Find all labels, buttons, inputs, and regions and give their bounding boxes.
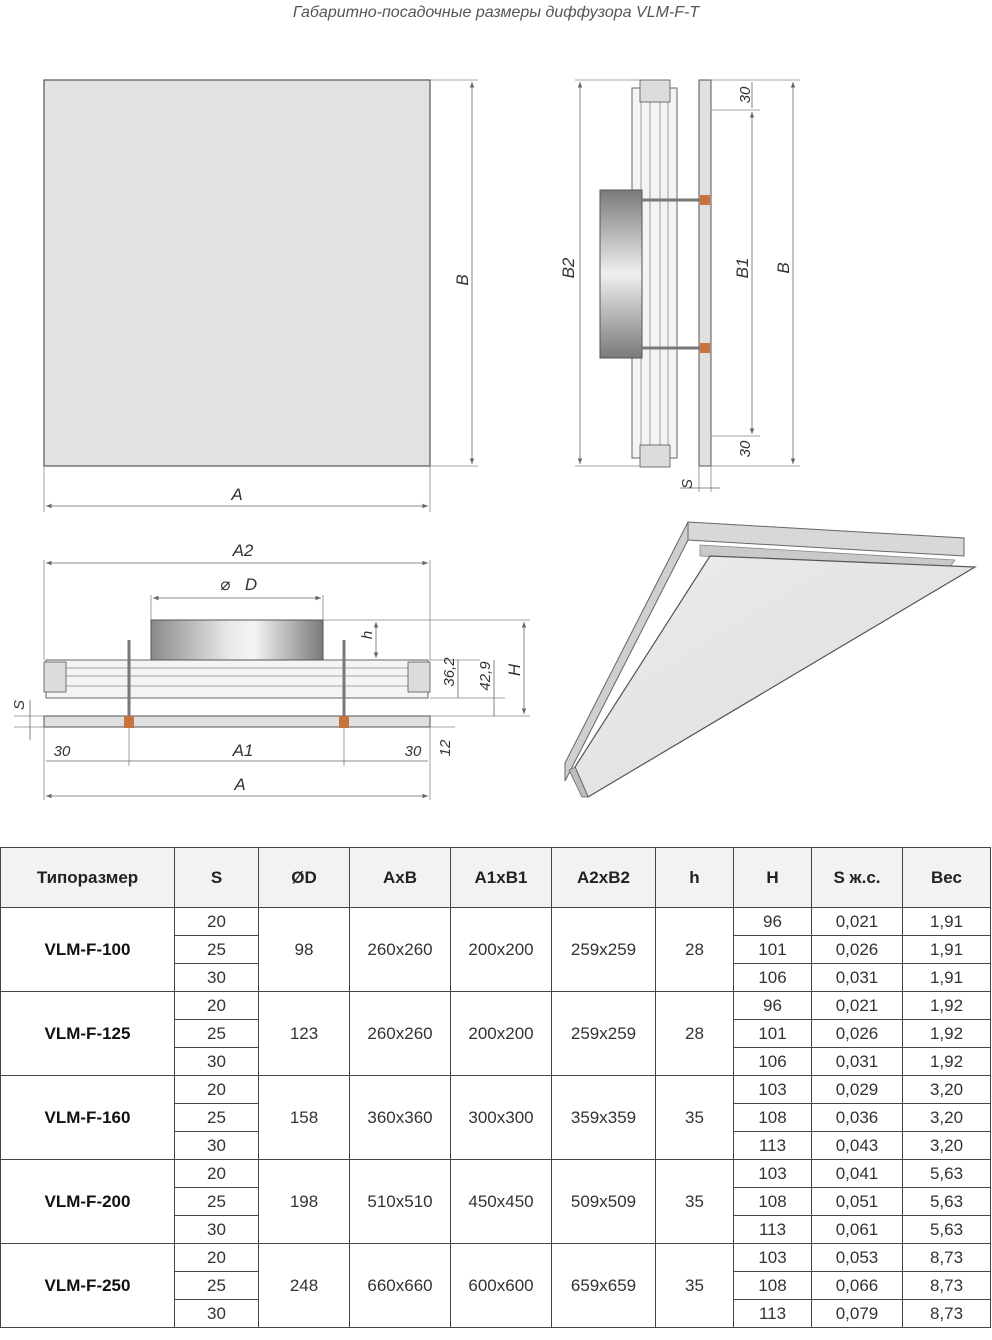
cell-diameter: 123 (259, 992, 350, 1076)
dim-label-30-left: 30 (53, 743, 71, 760)
cell-free-area: 0,021 (812, 908, 903, 936)
cell-weight: 8,73 (903, 1272, 991, 1300)
dim-label-a-section: A (234, 775, 246, 794)
cell-s: 30 (175, 1216, 259, 1244)
header-free-area: S ж.с. (812, 848, 903, 908)
cell-weight: 1,92 (903, 1048, 991, 1076)
cell-s: 20 (175, 1244, 259, 1272)
spec-table (0, 847, 991, 1328)
table-row (1, 1160, 991, 1188)
cell-h-small: 35 (656, 1244, 734, 1328)
cell-h-big: 108 (734, 1272, 812, 1300)
header-h-small: h (656, 848, 734, 908)
cell-s: 20 (175, 908, 259, 936)
side-view (559, 80, 800, 492)
table-row (1, 1244, 991, 1272)
dim-label-36-2: 36,2 (441, 657, 458, 687)
cell-s: 20 (175, 1076, 259, 1104)
cell-h-big: 113 (734, 1132, 812, 1160)
dim-label-a1: A1 (232, 741, 254, 760)
cell-a1xb1: 200x200 (451, 992, 552, 1076)
header-h-big: H (734, 848, 812, 908)
cell-s: 25 (175, 1188, 259, 1216)
cell-weight: 1,92 (903, 992, 991, 1020)
dim-label-b-front: B (453, 274, 472, 286)
dim-label-b2: B2 (559, 257, 578, 279)
cell-free-area: 0,026 (812, 1020, 903, 1048)
cell-h-small: 35 (656, 1160, 734, 1244)
cell-s: 30 (175, 1048, 259, 1076)
cell-axb: 260x260 (350, 992, 451, 1076)
cell-a1xb1: 200x200 (451, 908, 552, 992)
header-size: Типоразмер (1, 848, 175, 908)
header-a1xb1: A1xB1 (451, 848, 552, 908)
cell-s: 20 (175, 1160, 259, 1188)
cell-free-area: 0,021 (812, 992, 903, 1020)
cell-model: VLM-F-125 (1, 992, 175, 1076)
table-row (1, 908, 991, 936)
header-a2xb2: A2xB2 (552, 848, 656, 908)
cell-s: 20 (175, 992, 259, 1020)
cell-a2xb2: 659x659 (552, 1244, 656, 1328)
header-weight: Вес (903, 848, 991, 908)
cell-a1xb1: 600x600 (451, 1244, 552, 1328)
cell-h-big: 103 (734, 1160, 812, 1188)
dim-label-a2: A2 (232, 541, 254, 560)
cell-axb: 510x510 (350, 1160, 451, 1244)
front-view (44, 80, 478, 512)
cell-h-big: 108 (734, 1104, 812, 1132)
dim-label-a-front: A (231, 485, 243, 504)
cell-axb: 660x660 (350, 1244, 451, 1328)
cell-axb: 260x260 (350, 908, 451, 992)
cell-h-big: 103 (734, 1076, 812, 1104)
cell-a2xb2: 259x259 (552, 908, 656, 992)
cell-h-big: 96 (734, 992, 812, 1020)
table-body (1, 908, 991, 1328)
isometric-view (565, 522, 975, 797)
cell-diameter: 248 (259, 1244, 350, 1328)
dim-label-30-bottom: 30 (737, 440, 754, 458)
cell-free-area: 0,051 (812, 1188, 903, 1216)
table-header-row (1, 848, 991, 908)
cell-diameter: 98 (259, 908, 350, 992)
table-row (1, 992, 991, 1020)
cell-free-area: 0,031 (812, 964, 903, 992)
cell-a1xb1: 450x450 (451, 1160, 552, 1244)
cell-a2xb2: 509x509 (552, 1160, 656, 1244)
cell-weight: 1,91 (903, 964, 991, 992)
cell-model: VLM-F-200 (1, 1160, 175, 1244)
dim-label-d: D (244, 575, 258, 594)
cell-free-area: 0,031 (812, 1048, 903, 1076)
cell-weight: 5,63 (903, 1160, 991, 1188)
cell-a1xb1: 300x300 (451, 1076, 552, 1160)
cell-h-big: 101 (734, 1020, 812, 1048)
page-title: Габаритно-посадочные размеры диффузора VLM-F-T (292, 4, 700, 21)
dim-label-42-9: 42,9 (477, 661, 494, 691)
cell-s: 30 (175, 964, 259, 992)
cell-free-area: 0,079 (812, 1300, 903, 1328)
cell-weight: 3,20 (903, 1076, 991, 1104)
cell-weight: 3,20 (903, 1132, 991, 1160)
cell-h-big: 113 (734, 1216, 812, 1244)
front-panel (44, 80, 430, 466)
cell-weight: 5,63 (903, 1188, 991, 1216)
dim-label-h-small: h (359, 630, 376, 640)
diameter-symbol: ⌀ (219, 575, 231, 594)
dim-label-s-side: S (679, 478, 696, 490)
cell-free-area: 0,061 (812, 1216, 903, 1244)
dim-label-30-right: 30 (404, 743, 422, 760)
table-row (1, 1076, 991, 1104)
header-diameter: ØD (259, 848, 350, 908)
cell-model: VLM-F-100 (1, 908, 175, 992)
cell-h-big: 103 (734, 1244, 812, 1272)
dim-label-b-side: B (774, 262, 793, 274)
cell-weight: 8,73 (903, 1300, 991, 1328)
cell-weight: 1,91 (903, 936, 991, 964)
cell-s: 25 (175, 936, 259, 964)
cell-s: 30 (175, 1300, 259, 1328)
cell-h-small: 35 (656, 1076, 734, 1160)
cell-free-area: 0,053 (812, 1244, 903, 1272)
cell-weight: 8,73 (903, 1244, 991, 1272)
dim-label-30-top: 30 (737, 86, 754, 104)
cell-free-area: 0,066 (812, 1272, 903, 1300)
dim-label-s-section: S (11, 699, 28, 711)
header-s: S (175, 848, 259, 908)
cell-diameter: 198 (259, 1160, 350, 1244)
cell-weight: 5,63 (903, 1216, 991, 1244)
cell-free-area: 0,043 (812, 1132, 903, 1160)
cell-h-big: 113 (734, 1300, 812, 1328)
dim-label-h-big: H (505, 663, 524, 677)
cell-free-area: 0,026 (812, 936, 903, 964)
dim-label-12: 12 (437, 739, 454, 757)
cell-h-big: 106 (734, 1048, 812, 1076)
cell-weight: 3,20 (903, 1104, 991, 1132)
dim-label-b1: B1 (733, 257, 752, 279)
cell-free-area: 0,041 (812, 1160, 903, 1188)
cell-a2xb2: 359x359 (552, 1076, 656, 1160)
cell-s: 25 (175, 1020, 259, 1048)
cell-h-small: 28 (656, 992, 734, 1076)
cell-h-big: 96 (734, 908, 812, 936)
cell-axb: 360x360 (350, 1076, 451, 1160)
cell-s: 25 (175, 1104, 259, 1132)
cell-s: 30 (175, 1132, 259, 1160)
cell-s: 25 (175, 1272, 259, 1300)
cell-free-area: 0,036 (812, 1104, 903, 1132)
cell-h-big: 106 (734, 964, 812, 992)
cell-model: VLM-F-250 (1, 1244, 175, 1328)
cell-model: VLM-F-160 (1, 1076, 175, 1160)
cell-diameter: 158 (259, 1076, 350, 1160)
cell-h-big: 101 (734, 936, 812, 964)
cell-a2xb2: 259x259 (552, 992, 656, 1076)
cell-weight: 1,91 (903, 908, 991, 936)
section-view (11, 541, 530, 800)
cell-weight: 1,92 (903, 1020, 991, 1048)
cell-free-area: 0,029 (812, 1076, 903, 1104)
header-axb: AxB (350, 848, 451, 908)
cell-h-big: 108 (734, 1188, 812, 1216)
cell-h-small: 28 (656, 908, 734, 992)
